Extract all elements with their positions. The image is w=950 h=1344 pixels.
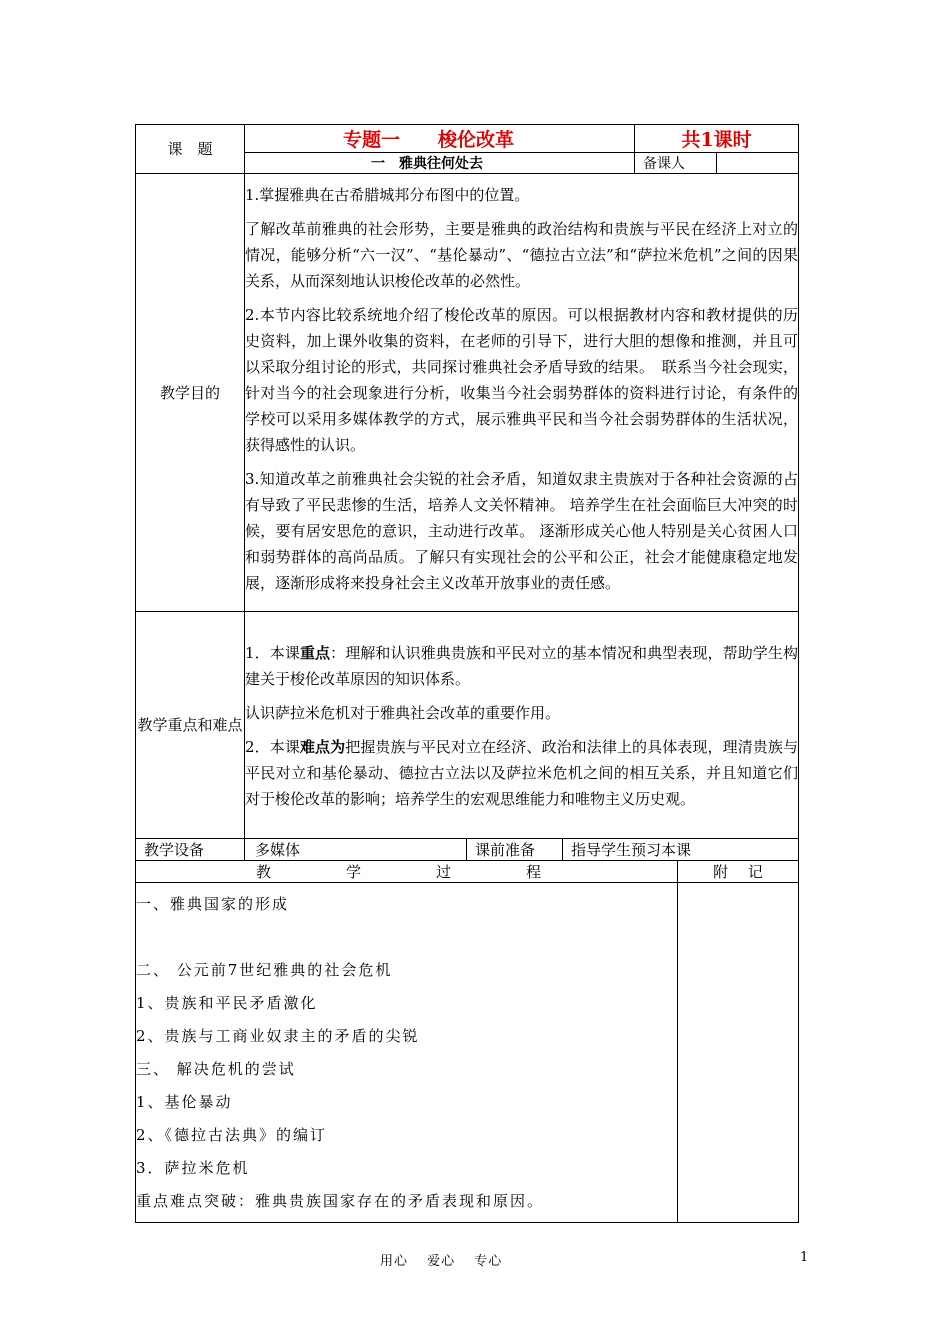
key-point-paragraph: 认识萨拉米危机对于雅典社会改革的重要作用。	[245, 704, 561, 722]
equipment-table	[135, 838, 799, 861]
preparation-label: 课前准备	[467, 839, 563, 861]
equipment-label: 教学设备	[136, 839, 245, 861]
process-header	[136, 861, 678, 883]
process-header-char: 教	[256, 863, 272, 881]
objective-paragraph: 2.本节内容比较系统地介绍了梭伦改革的原因。可以根据教材内容和教材提供的历史资料，加上课外收集的资料，在老师的引导下，进行大胆的想像和推测，并且可以采取分组讨论的形式，共同探讨雅典社会矛盾导致的结果。 联系当今社会现实，针对当今的社会现象进行分析，收集当今社会弱势群体的资料进行讨论，有条件的学校可以采用多媒体教学的方式，展示雅典平民和当今社会弱势群体的生活状况，获得感性的认识。	[245, 305, 798, 454]
objectives-label: 教学目的	[136, 174, 245, 612]
equipment-value: 多媒体	[245, 839, 467, 861]
key-points-label: 教学重点和难点	[136, 612, 245, 839]
lesson-plan-sheet	[135, 124, 798, 1223]
process-table	[135, 860, 799, 1223]
topic-label: 课 题	[136, 125, 245, 174]
process-item: 1、基伦暴动	[136, 1092, 233, 1111]
lesson-subtitle: 一 雅典往何处去	[245, 153, 635, 174]
process-header-char: 程	[525, 863, 541, 881]
process-item: 2、贵族与工商业奴隶主的矛盾的尖锐	[136, 1026, 420, 1045]
preparer-label: 备课人	[635, 153, 717, 174]
objective-paragraph: 3.知道改革之前雅典社会尖锐的社会矛盾，知道奴隶主贵族对于各种社会资源的占有导致了平民悲惨的生活，培养人文关怀精神。 培养学生在社会面临巨大冲突的时候，要有居安思危的意识，主动进行改革。 逐渐形成关心他人特别是关心贫困人口和弱势群体的高尚品质。了解只有实现社会的公平和公正，社会才能健康稳定地发展，逐渐形成将来投身社会主义改革开放事业的责任感。	[245, 469, 798, 592]
objectives-table	[135, 173, 799, 839]
objective-paragraph: 1.掌握雅典在古希腊城邦分布图中的位置。	[245, 185, 530, 204]
key-points-content	[245, 612, 799, 839]
process-header-char: 过	[435, 863, 451, 881]
header-table	[135, 124, 799, 174]
process-item: 重点难点突破：雅典贵族国家存在的矛盾表现和原因。	[136, 1191, 545, 1210]
process-header-char: 学	[345, 863, 361, 881]
process-content	[136, 883, 678, 1223]
process-item: 1、贵族和平民矛盾激化	[136, 993, 318, 1012]
page-number: 1	[800, 1250, 809, 1265]
process-item: 3．萨拉米危机	[136, 1158, 250, 1177]
difficulty-emphasis: 难点为	[299, 738, 346, 756]
process-item: 2、《德拉古法典》的编订	[136, 1125, 328, 1144]
process-item: 三、 解决危机的尝试	[136, 1059, 296, 1078]
objectives-content	[245, 174, 799, 612]
preparation-value: 指导学生预习本课	[563, 839, 799, 861]
process-item: 一、雅典国家的形成	[136, 894, 290, 913]
notes-header: 附 记	[678, 861, 799, 883]
lesson-title: 专题一 梭伦改革	[245, 125, 635, 153]
key-point-text: ：理解和认识雅典贵族和平民对立的基本情况和典型表现，帮助学生构建关于梭伦改革原因的知识体系。	[245, 644, 798, 688]
footer-motto: 用心 爱心 专心	[380, 1254, 503, 1269]
process-item: 二、 公元前7世纪雅典的社会危机	[136, 960, 393, 979]
difficulty-text: 把握贵族与平民对立在经济、政治和法律上的具体表现，理清贵族与平民对立和基伦暴动、德拉古立法以及萨拉米危机之间的相互关系，并且知道它们对于梭伦改革的影响；培养学生的宏观思维能力和唯物主义历史观。	[245, 738, 798, 808]
difficulty-prefix: 2．本课	[245, 738, 300, 756]
key-point-paragraph	[245, 640, 798, 692]
key-point-prefix: 1．本课	[245, 644, 300, 662]
process-item	[136, 921, 677, 954]
difficulty-paragraph	[245, 734, 798, 812]
objective-paragraph: 了解改革前雅典的社会形势，主要是雅典的政治结构和贵族与平民在经济上对立的情况，能够分析“六一汉”、“基伦暴动”、“德拉古立法”和“萨拉米危机”之间的因果关系，从而深刻地认识梭伦改革的必然性。	[245, 219, 798, 290]
preparer-value	[717, 153, 799, 174]
period-count: 共1课时	[635, 125, 799, 153]
key-point-emphasis: 重点	[299, 644, 331, 662]
notes-content	[678, 883, 799, 1223]
